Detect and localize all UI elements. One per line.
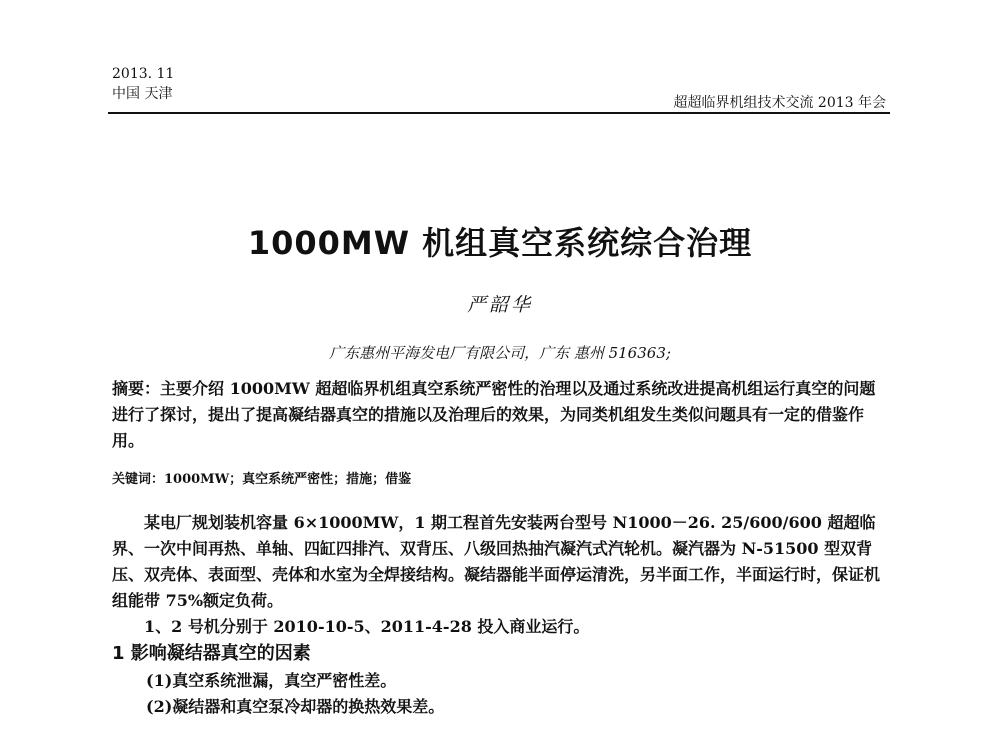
body-text xyxy=(112,510,890,720)
paper-title: 1000MW 机组真空系统综合治理 xyxy=(247,224,753,262)
header-date: 2013. 11 xyxy=(112,66,175,82)
paper-author: 严韶华 xyxy=(466,294,533,316)
header-left xyxy=(112,64,174,104)
abstract xyxy=(112,376,890,454)
abstract-text: 主要介绍 1000MW 超超临界机组真空系统严密性的治理以及通过系统改进提高机组运行真空的问题进行了探讨，提出了提高凝结器真空的措施以及治理后的效果，为同类机组发生类似问题具有一定的借鉴作用。 xyxy=(112,379,876,450)
header-location: 中国 天津 xyxy=(112,86,173,102)
list-item-1: (1)真空系统泄漏，真空严密性差。 xyxy=(146,671,397,690)
header-rule xyxy=(108,112,890,114)
paragraph-1: 某电厂规划装机容量 6×1000MW，1 期工程首先安装两台型号 N1000－26. 25/600/600 超超临界、一次中间再热、单轴、四缸四排汽、双背压、八级回热抽汽凝汽式汽轮机。凝汽器为 N-51500 型双背压、双壳体、表面型、壳体和水室为全焊接结构。凝结器能半面停运清洗，另半面工作，半面运行时，保证机组能带 75%额定负荷。 xyxy=(112,513,881,610)
abstract-label: 摘要： xyxy=(112,379,161,398)
paragraph-2: 1、2 号机分别于 2010-10-5、2011-4-28 投入商业运行。 xyxy=(144,617,590,636)
keywords: 关键词：1000MW；真空系统严密性；措施；借鉴 xyxy=(112,472,412,487)
list-item-2: (2)凝结器和真空泵冷却器的换热效果差。 xyxy=(146,697,445,716)
section-1-title: 1 影响凝结器真空的因素 xyxy=(112,643,311,664)
paper-affiliation: 广东惠州平海发电厂有限公司，广东 惠州 516363; xyxy=(329,344,671,362)
header-conference: 超超临界机组技术交流 2013 年会 xyxy=(673,95,886,111)
